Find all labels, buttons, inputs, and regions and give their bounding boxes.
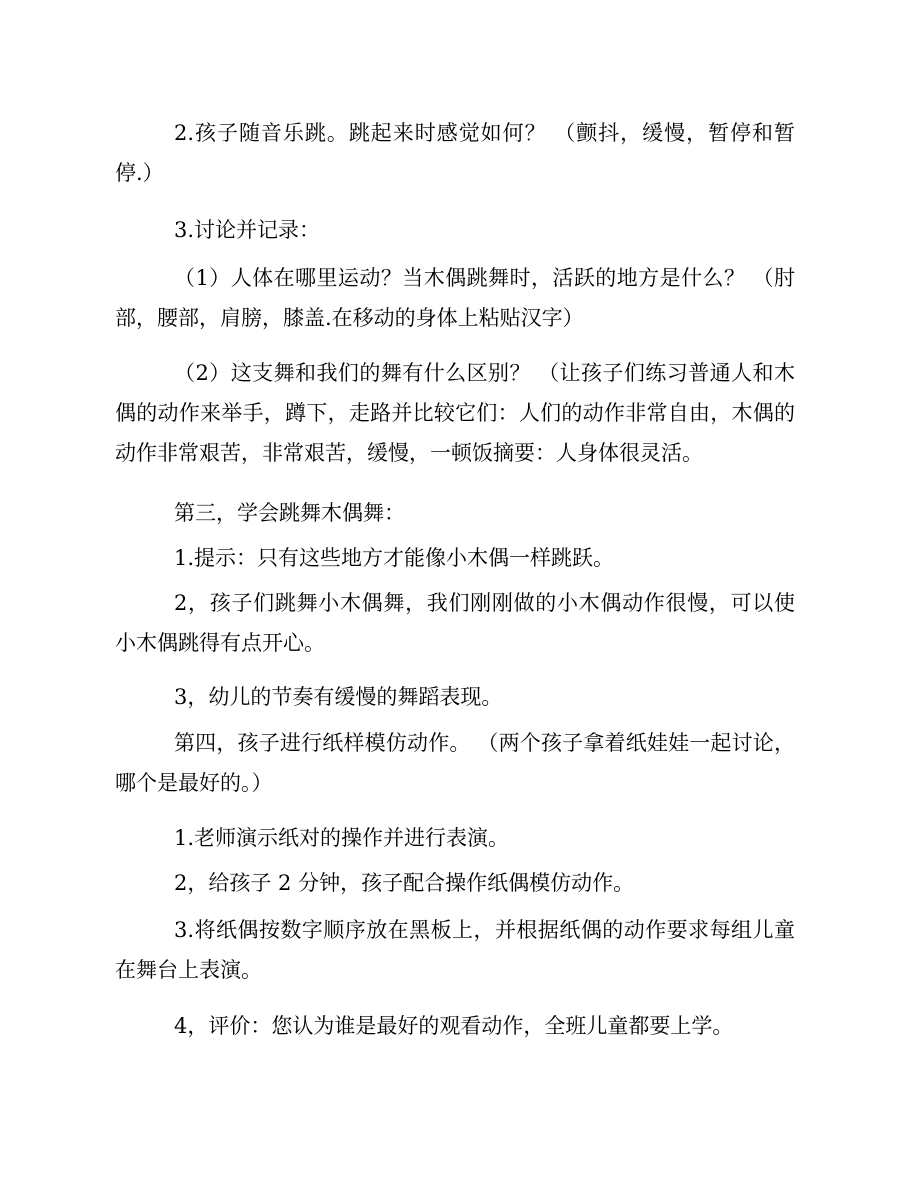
paragraph-6: 1.提示：只有这些地方才能像小木偶一样跳跃。 <box>174 546 615 570</box>
paragraph-12: 3.将纸偶按数字顺序放在黑板上，并根据纸偶的动作要求每组儿童在舞台上表演。 <box>115 918 795 982</box>
paragraph-2: 3.讨论并记录： <box>174 218 321 242</box>
paragraph-10: 1.老师演示纸对的操作并进行表演。 <box>174 826 510 850</box>
paragraph-11: 2，给孩子 2 分钟，孩子配合操作纸偶模仿动作。 <box>174 871 635 895</box>
paragraph-7: 2，孩子们跳舞小木偶舞，我们刚刚做的小木偶动作很慢，可以使小木偶跳得有点开心。 <box>115 591 795 655</box>
paragraph-3: （1）人体在哪里运动？当木偶跳舞时，活跃的地方是什么？ （肘部，腰部，肩膀，膝盖.在移动的身体上粘贴汉字） <box>115 266 795 330</box>
section-heading-fourth: 第四，孩子进行纸样模仿动作。 （两个孩子拿着纸娃娃一起讨论，哪个是最好的。） <box>115 731 795 795</box>
paragraph-4: （2）这支舞和我们的舞有什么区别？ （让孩子们练习普通人和木偶的动作来举手，蹲下，走路并比较它们：人们的动作非常自由，木偶的动作非常艰苦，非常艰苦，缓慢，一顿饭摘要：人身体很灵活。 <box>115 361 795 465</box>
paragraph-8: 3，幼儿的节奏有缓慢的舞蹈表现。 <box>174 685 503 709</box>
paragraph-1: 2.孩子随音乐跳。跳起来时感觉如何？ （颤抖，缓慢，暂停和暂停.） <box>115 121 795 185</box>
paragraph-13: 4，评价：您认为谁是最好的观看动作，全班儿童都要上学。 <box>174 1014 734 1038</box>
section-heading-third: 第三，学会跳舞木偶舞： <box>174 501 405 525</box>
